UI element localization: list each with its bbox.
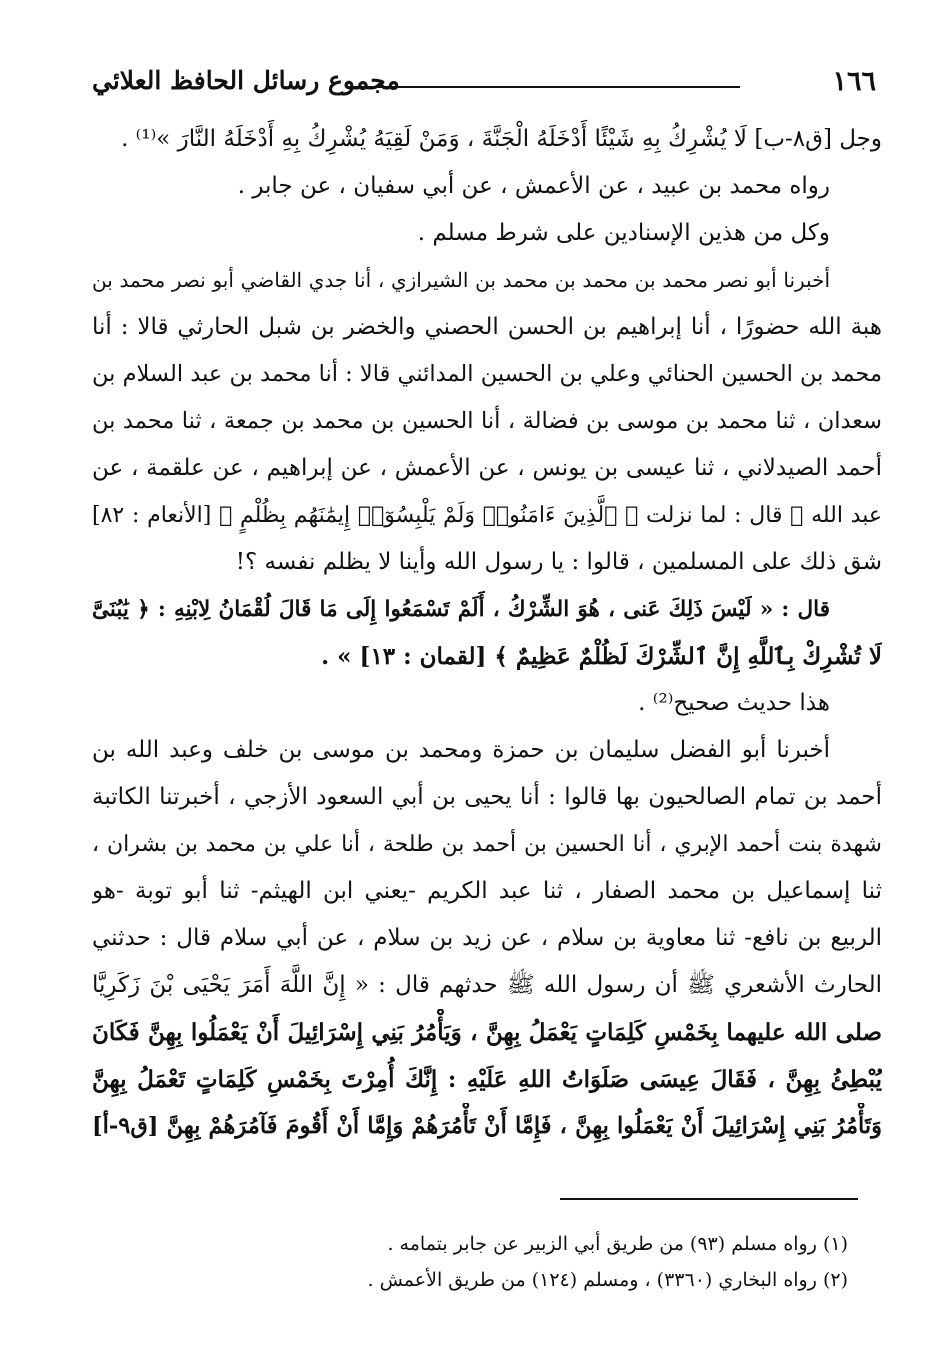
text-line: شق ذلك على المسلمين ، قالوا : يا رسول الله وأينا لا يظلم نفسه ؟! [235, 549, 882, 575]
text-line: سعدان ، ثنا محمد بن موسى بن فضالة ، أنا الحسين بن محمد بن جمعة ، ثنا محمد بن [92, 408, 882, 434]
page-number: ١٦٦ [832, 66, 876, 97]
header-rule [354, 86, 740, 88]
text-line: هبة الله حضورًا ، أنا إبراهيم بن الحسن الحصني والخضر بن شبل الحارثي قالا : أنا [92, 314, 882, 340]
text-line: وكل من هذين الإسنادين على شرط مسلم . [417, 220, 830, 246]
footnote-separator [560, 1198, 858, 1200]
text-line: ثنا إسماعيل بن محمد الصفار ، ثنا عبد الكريم -يعني ابن الهيثم- ثنا أبو توبة -هو [92, 878, 882, 904]
text-line: وجل [ق٨-ب] لَا يُشْرِكُ بِهِ شَيْئًا أَدْخَلَهُ الْجَنَّةَ ، وَمَنْ لَقِيَهُ يُشْرِكُ بِهِ أَدْخَلَهُ النَّارَ »⁽¹⁾ . [121, 126, 882, 152]
text-line: صلى الله عليهما بِخَمْسِ كَلِمَاتٍ يَعْمَلُ بِهِنَّ ، وَيَأْمُرُ بَنِي إِسْرَائِيلَ أَنْ يَعْمَلُوا بِهِنَّ فَكَانَ [92, 1019, 882, 1046]
text-line: لَا تُشْرِكْ بِٱللَّهِ إِنَّ ٱلشِّرْكَ لَظُلْمٌ عَظِيمٌ ﴾ [لقمان : ١٣] » . [321, 643, 882, 670]
text-line: يُبْطِئُ بِهِنَّ ، فَقَالَ عِيسَى صَلَوَاتُ اللهِ عَلَيْهِ : إِنَّكَ أُمِرْتَ بِخَمْسِ كَلِمَاتٍ تَعْمَلُ بِهِنَّ [92, 1066, 882, 1093]
footnotes [92, 1226, 882, 1298]
text-line: أحمد الصيدلاني ، ثنا عيسى بن يونس ، عن الأعمش ، عن إبراهيم ، عن علقمة ، عن [92, 455, 882, 481]
text-line: الربيع بن نافع- ثنا معاوية بن سلام ، عن زيد بن سلام ، عن أبي سلام قال : حدثني [92, 925, 882, 951]
book-title: مجموع رسائل الحافظ العلائي [92, 66, 400, 95]
text-line: عبد الله ﷺ قال : لما نزلت ﴿ ٱلَّذِينَ ءَامَنُوا۟ وَلَمْ يَلْبِسُوٓا۟ إِيمَٰنَهُم بِظُلْمٍ ﴾ [الأنعام : ٨٢] [92, 503, 882, 528]
text-line: أخبرنا أبو الفضل سليمان بن حمزة ومحمد بن موسى بن خلف وعبد الله بن [92, 737, 830, 763]
text-line: شهدة بنت أحمد الإبري ، أنا الحسين بن أحمد بن طلحة ، أنا علي بن محمد بن بشران ، [92, 832, 882, 857]
text-line: قال : « لَيْسَ ذَلِكَ عَنى ، هُوَ الشِّرْكُ ، أَلَمْ تَسْمَعُوا إِلَى مَا قَالَ لُقْمَانُ لِابْنِهِ : ﴿ يَٰبُنَىَّ [92, 597, 830, 622]
running-header [92, 62, 882, 104]
footnote-2: (٢) رواه البخاري (٣٣٦٠) ، ومسلم (١٢٤) من طريق الأعمش . [367, 1269, 848, 1291]
text-line: محمد بن الحسين الحنائي وعلي بن الحسين المدائني قالا : أنا محمد بن عبد السلام بن [92, 361, 882, 387]
text-line: أخبرنا أبو نصر محمد بن محمد بن محمد بن الشيرازي ، أنا جدي القاضي أبو نصر محمد بن [92, 268, 830, 292]
footnote-1: (١) رواه مسلم (٩٣) من طريق أبي الزبير عن جابر بتمامه . [387, 1233, 848, 1255]
text-line: هذا حديث صحيح⁽²⁾ . [638, 690, 830, 716]
text-line: وَتَأْمُرُ بَنِي إِسْرَائِيلَ أَنْ يَعْمَلُوا بِهِنَّ ، فَإِمَّا أَنْ تَأْمُرَهُمْ وَإِمَّا أَنْ أَقُومَ فَآمُرَهُمْ بِهِنَّ [ق٩-أ] [92, 1113, 882, 1139]
main-text [92, 116, 882, 1150]
text-line: أحمد بن تمام الصالحيون بها قالوا : أنا يحيى بن أبي السعود الأزجي ، أخبرتنا الكاتبة [92, 784, 882, 810]
text-line: الحارث الأشعري ﷺ أن رسول الله ﷺ حدثهم قال : « إِنَّ اللَّهَ أَمَرَ يَحْيَى بْنَ زَكَرِيَّا [92, 972, 882, 998]
text-line: رواه محمد بن عبيد ، عن الأعمش ، عن أبي سفيان ، عن جابر . [237, 173, 830, 199]
